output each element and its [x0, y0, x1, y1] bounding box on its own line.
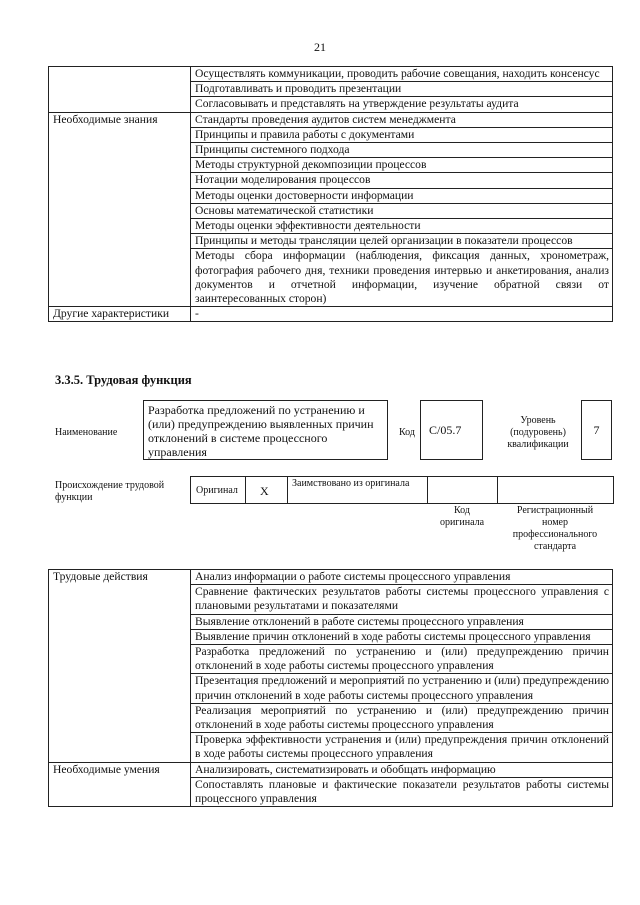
table-row — [49, 307, 613, 322]
row-label-other: Другие характеристики — [49, 307, 191, 322]
table-cell: Методы оценки эффективности деятельности — [191, 219, 613, 234]
section-title: 3.3.5. Трудовая функция — [55, 373, 192, 387]
table-cell: Основы математической статистики — [191, 203, 613, 218]
row-label — [49, 67, 191, 113]
borrowed-label: Заимствовано из оригинала — [292, 478, 410, 489]
table-cell: Принципы и правила работы с документами — [191, 127, 613, 142]
table-row — [49, 67, 613, 82]
table-cell: Осуществлять коммуникации, проводить рабочие совещания, находить консенсус — [191, 67, 613, 82]
origin-divider — [245, 476, 246, 503]
original-label: Оригинал — [196, 485, 238, 496]
origin-divider — [497, 476, 498, 503]
table-cell: Принципы системного подхода — [191, 143, 613, 158]
origin-divider — [287, 476, 288, 503]
table-cell: Сравнение фактических результатов работы системы процессного управления с плановыми результатами и показателями — [191, 585, 613, 614]
reg-caption: Регистрационный номер профессионального стандарта — [512, 505, 598, 552]
table-cell: Методы структурной декомпозиции процессов — [191, 158, 613, 173]
code-caption: Код оригинала — [439, 505, 485, 528]
original-mark: X — [260, 484, 269, 498]
origin-label: Происхождение трудовой функции — [55, 480, 165, 503]
table-cell: Стандарты проведения аудитов систем менеджмента — [191, 112, 613, 127]
table-cell: Реализация мероприятий по устранению и (или) предупреждению причин отклонений в ходе работы системы процессного управления — [191, 703, 613, 732]
row-label-actions: Трудовые действия — [49, 570, 191, 763]
code-value: С/05.7 — [420, 400, 483, 460]
table-cell: Выявление причин отклонений в ходе работы системы процессного управления — [191, 629, 613, 644]
level-label: Уровень (подуровень) квалификации — [507, 415, 569, 450]
table-cell: Проверка эффективности устранения и (или) предупреждения причин отклонений в ходе работы системы процессного управления — [191, 733, 613, 762]
table-cell: Анализ информации о работе системы процессного управления — [191, 570, 613, 585]
table-cell: Презентация предложений и мероприятий по устранению и (или) предупреждению причин отклонений в ходе работы системы процессного управления — [191, 674, 613, 703]
table-cell: Анализировать, систематизировать и обобщать информацию — [191, 762, 613, 777]
table-cell: Согласовывать и представлять на утверждение результаты аудита — [191, 97, 613, 112]
table-row — [49, 762, 613, 777]
table-cell: Сопоставлять плановые и фактические показатели результатов работы системы процессного управления — [191, 777, 613, 806]
bottom-actions-table — [48, 569, 613, 807]
table-cell: Разработка предложений по устранению и (или) предупреждению причин отклонений в ходе работы системы процессного управления — [191, 645, 613, 674]
table-row — [49, 112, 613, 127]
top-requirements-table — [48, 66, 613, 322]
table-cell: Выявление отклонений в работе системы процессного управления — [191, 614, 613, 629]
table-cell: Методы оценки достоверности информации — [191, 188, 613, 203]
row-label-skills: Необходимые умения — [49, 762, 191, 807]
table-cell: - — [191, 307, 613, 322]
table-cell: Методы сбора информации (наблюдения, фиксация данных, хронометраж, фотография рабочего дня, техники проведения интервью и анкетирования, анализ документов и отчетной информации, изучение обратной связи от заинтересованных сторон) — [191, 249, 613, 307]
origin-divider — [427, 476, 428, 503]
level-value: 7 — [581, 400, 612, 460]
table-row — [49, 570, 613, 585]
table-cell: Нотации моделирования процессов — [191, 173, 613, 188]
table-cell: Принципы и методы трансляции целей организации в показатели процессов — [191, 234, 613, 249]
row-label-knowledge: Необходимые знания — [49, 112, 191, 307]
function-name: Разработка предложений по устранению и (или) предупреждению выявленных причин отклонений в системе процессного управления — [143, 400, 388, 460]
code-label: Код — [399, 427, 415, 438]
page-number: 21 — [314, 40, 326, 54]
table-cell: Подготавливать и проводить презентации — [191, 82, 613, 97]
name-label: Наименование — [55, 427, 118, 438]
